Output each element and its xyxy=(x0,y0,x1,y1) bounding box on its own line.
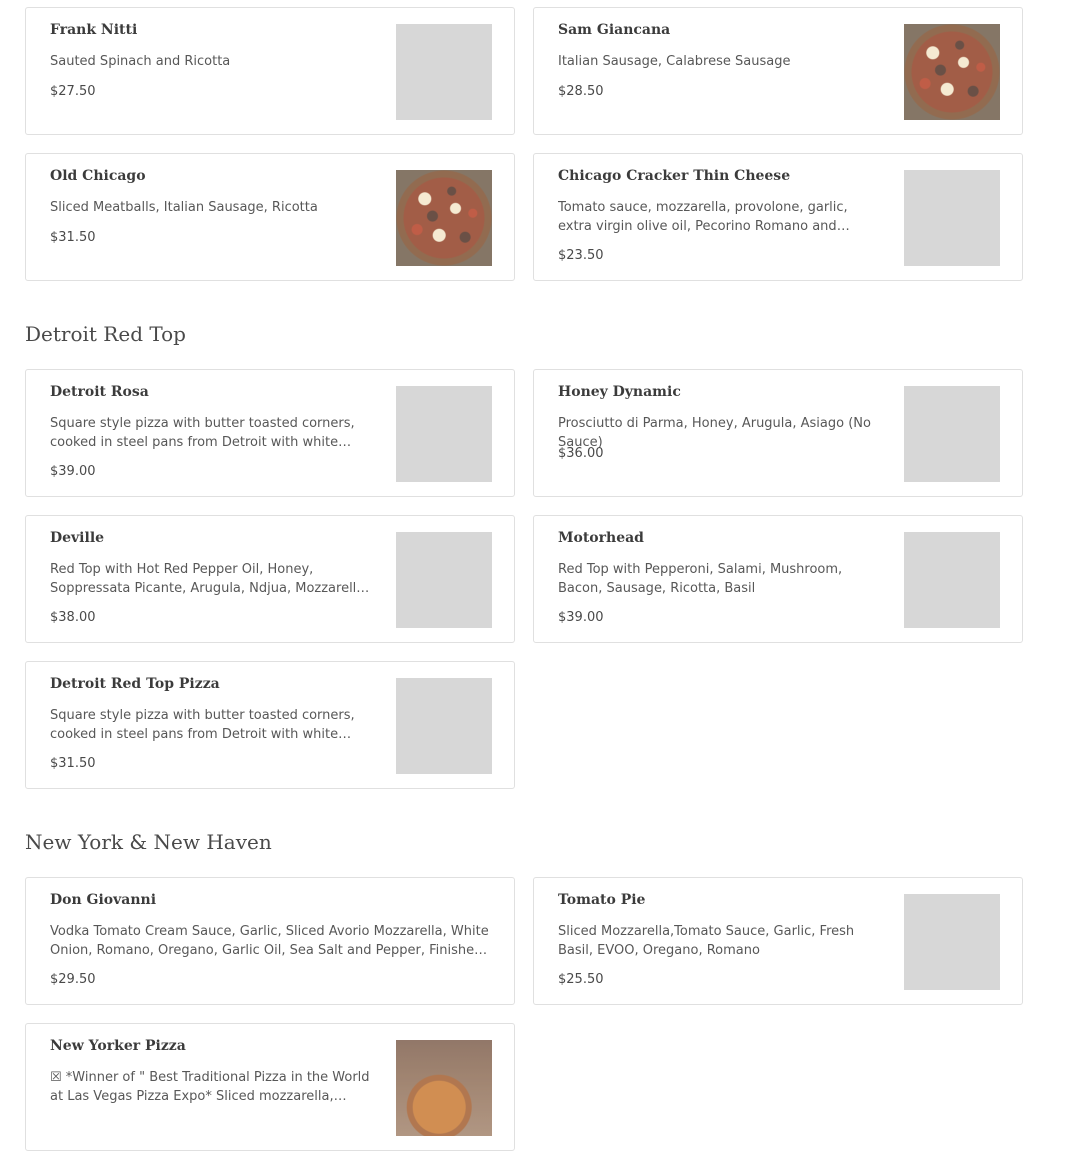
item-price: $38.00 xyxy=(50,610,96,625)
menu-item-tomato-pie[interactable] xyxy=(533,877,1023,1005)
item-price: $25.50 xyxy=(558,972,604,987)
item-name: Chicago Cracker Thin Cheese xyxy=(558,168,791,184)
item-name: Sam Giancana xyxy=(558,22,671,38)
item-description: Red Top with Hot Red Pepper Oil, Honey, Soppressata Picante, Arugula, Ndjua, Mozzarella, xyxy=(50,562,369,596)
menu-item-deville[interactable] xyxy=(25,515,515,643)
item-price: $28.50 xyxy=(558,84,604,99)
item-description: Vodka Tomato Cream Sauce, Garlic, Sliced Avorio Mozzarella, White Onion, Romano, Oregano, Garlic Oil, Sea Salt and Pepper, Finished xyxy=(50,924,489,958)
menu-item-detroit-rosa[interactable] xyxy=(25,369,515,497)
item-description: Red Top with Pepperoni, Salami, Mushroom, Bacon, Sausage, Ricotta, Basil xyxy=(558,562,843,596)
menu-item-don-giovanni[interactable] xyxy=(25,877,515,1005)
menu-item-chicago-cracker-thin-cheese[interactable] xyxy=(533,153,1023,281)
item-name: Honey Dynamic xyxy=(558,384,681,400)
item-name: Don Giovanni xyxy=(50,892,157,908)
item-description: Italian Sausage, Calabrese Sausage xyxy=(558,54,791,69)
item-name: Detroit Red Top Pizza xyxy=(50,676,220,692)
section-title-detroit-red-top: Detroit Red Top xyxy=(25,322,186,346)
item-description: Sliced Mozzarella,Tomato Sauce, Garlic, Fresh Basil, EVOO, Oregano, Romano xyxy=(558,924,855,958)
item-image-pizza xyxy=(396,1040,492,1136)
item-image-pizza xyxy=(396,170,492,266)
item-image-placeholder xyxy=(396,532,492,628)
item-price: $27.50 xyxy=(50,84,96,99)
item-name: Old Chicago xyxy=(50,168,146,184)
item-price: $36.00 xyxy=(558,446,604,461)
item-description: Square style pizza with butter toasted corners, cooked in steel pans from Detroit with white xyxy=(50,416,355,450)
item-name: Detroit Rosa xyxy=(50,384,149,400)
menu-item-sam-giancana[interactable] xyxy=(533,7,1023,135)
item-image-placeholder xyxy=(904,532,1000,628)
item-image-placeholder xyxy=(904,170,1000,266)
item-description: Sauted Spinach and Ricotta xyxy=(50,54,231,69)
item-price: $31.50 xyxy=(50,756,96,771)
item-description: Square style pizza with butter toasted corners, cooked in steel pans from Detroit with white xyxy=(50,708,355,742)
item-price: $23.50 xyxy=(558,248,604,263)
item-name: Tomato Pie xyxy=(558,892,646,908)
section-title-new-york-new-haven: New York & New Haven xyxy=(25,830,272,854)
item-description: Sliced Meatballs, Italian Sausage, Ricotta xyxy=(50,200,318,215)
item-price: $39.00 xyxy=(558,610,604,625)
item-image-placeholder xyxy=(904,894,1000,990)
item-image-pizza xyxy=(904,24,1000,120)
menu-item-new-yorker-pizza[interactable] xyxy=(25,1023,515,1151)
menu-item-frank-nitti[interactable] xyxy=(25,7,515,135)
item-price: $31.50 xyxy=(50,230,96,245)
item-name: Motorhead xyxy=(558,530,644,546)
item-price: $39.00 xyxy=(50,464,96,479)
item-description: Tomato sauce, mozzarella, provolone, garlic, extra virgin olive oil, Pecorino Romano and xyxy=(558,200,848,234)
item-name: Deville xyxy=(50,530,105,546)
item-image-placeholder xyxy=(396,386,492,482)
item-image-placeholder xyxy=(396,678,492,774)
item-description: ☒ *Winner of " Best Traditional Pizza in the World at Las Vegas Pizza Expo* Sliced mozzarella, xyxy=(50,1070,370,1104)
item-description: Prosciutto di Parma, Honey, Arugula, Asiago (No Sauce) xyxy=(558,416,871,450)
item-image-placeholder xyxy=(904,386,1000,482)
menu-item-motorhead[interactable] xyxy=(533,515,1023,643)
item-price: $29.50 xyxy=(50,972,96,987)
menu-item-honey-dynamic[interactable] xyxy=(533,369,1023,497)
item-name: New Yorker Pizza xyxy=(50,1038,186,1054)
item-name: Frank Nitti xyxy=(50,22,138,38)
item-image-placeholder xyxy=(396,24,492,120)
menu-item-old-chicago[interactable] xyxy=(25,153,515,281)
menu-item-detroit-red-top-pizza[interactable] xyxy=(25,661,515,789)
